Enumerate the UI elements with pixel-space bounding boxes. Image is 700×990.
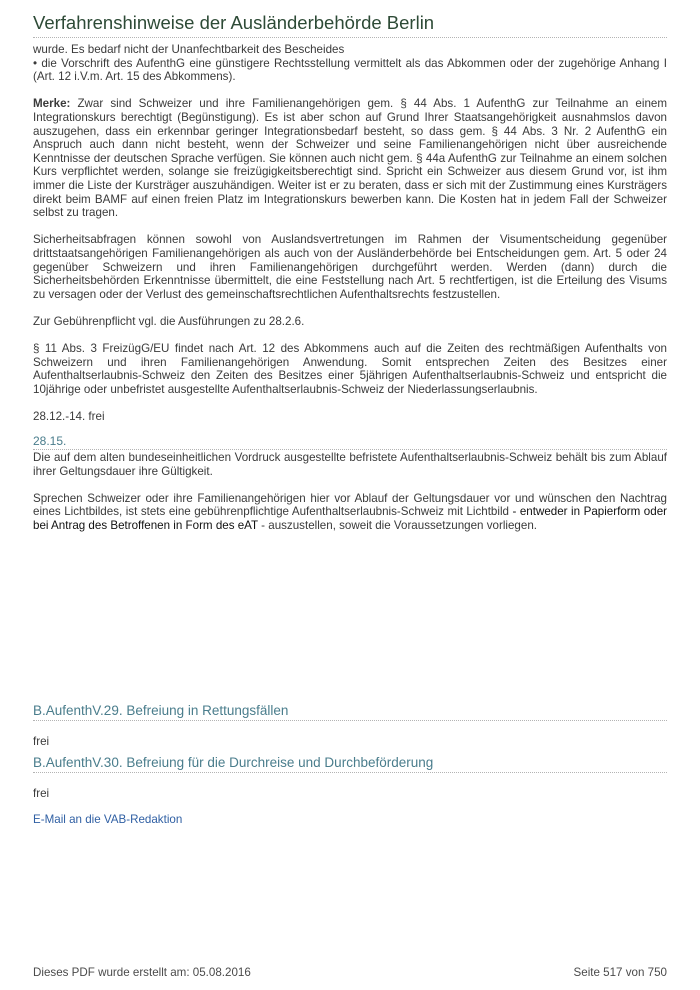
para2-text-end: - auszustellen, soweit die Voraussetzungen vorliegen. [257, 518, 537, 532]
section-divider-30 [33, 772, 667, 773]
merke-paragraph [33, 97, 667, 219]
email-link[interactable]: E-Mail an die VAB-Redaktion [33, 813, 183, 826]
para2-highlight: - entweder in Papierform oder bei Antrag des Betroffenen in Form des eAT [33, 505, 667, 532]
main-content [33, 43, 667, 424]
merke-text: Zwar sind Schweizer und ihre Familienangehörigen gem. § 44 Abs. 1 AufenthG zur Teilnahme an einem Integrationskurs berechtigt (Begünstigung). Es ist aber schon auf Grund Ihrer Staatsangehörigkeit ausnahmslos davon auszugehen, dass ein erkennbar geringer Integrationsbedarf besteht, so dass gem. § 44 Abs. 3 Nr. 2 AufenthG ein Anspruch auch dann nicht besteht, wenn der Schweizer und seine Familienangehörigen nicht über ausreichende Kenntnisse der deutschen Sprache verfügen. Sie können auch nicht gem. § 44a AufenthG zur Teilnahme an einem solchen Kurs verpflichtet werden, solange sie freizügigkeitsberechtigt sind. Spricht ein Schweizer aus diesem Grund vor, ist ihm immer die Liste der Kursträger auszuhändigen. Weiter ist er zu beraten, dass er sich mit der Zustimmung eines Kursträgers direkt beim BAMF auf einen freien Platz im Integrationskurs bewerben kann. Die Kosten hat in jedem Fall der Schweizer selbst zu tragen. [33, 97, 667, 220]
section-divider-29 [33, 720, 667, 721]
section-30-text: frei [33, 787, 50, 800]
section-28-15-content [33, 451, 667, 533]
section-number-28-15: 28.15. [33, 434, 67, 448]
footer-created: Dieses PDF wurde erstellt am: 05.08.2016 [33, 966, 251, 979]
section-28-15-para2 [33, 492, 667, 533]
section-29-text: frei [33, 735, 50, 748]
section-heading-30: B.AufenthV.30. Befreiung für die Durchreise und Durchbeförderung [33, 755, 434, 770]
gebuehr-paragraph: Zur Gebührenpflicht vgl. die Ausführungen zu 28.2.6. [33, 314, 305, 328]
page-title: Verfahrenshinweise der Ausländerbehörde Berlin [33, 12, 435, 33]
para2-text: Sprechen Schweizer oder ihre Familienangehörigen hier vor Ablauf der Geltungsdauer vor und wünschen den Nachtrag eines Lichtbildes, ist stets eine gebührenpflichtige Aufenthaltserlaubnis-Schweiz mit Lichtbild [33, 491, 667, 519]
para-11-paragraph: § 11 Abs. 3 FreizügG/EU findet nach Art. 12 des Abkommens auch auf die Zeiten des rechtmäßigen Aufenthalts von Schweizern und ihren Familienangehörigen Anwendung. Somit entsprechen Zeiten des Besitzes einer Aufenthaltserlaubnis-Schweiz den Zeiten des Besitzes einer 5jährigen Aufenthaltserlaubnis-Schweiz und entspricht die 10jährige oder unbefristet ausgestellte Aufenthaltserlaubnis-Schweiz der Niederlassungserlaubnis. [33, 342, 667, 396]
sicherheit-paragraph: Sicherheitsabfragen können sowohl von Auslandsvertretungen im Rahmen der Visumentscheidung gegenüber drittstaatsangehörigen Familienangehörigen als auch von der Ausländerbehörde bei Entscheidungen gem. Art. 5 oder 24 gegenüber Schweizern und ihren Familienangehörigen durchgeführt werden. Werden (dann) durch die Sicherheitsbehörden Erkenntnisse übermittelt, die eine Feststellung nach Art. 5 rechtfertigen, ist die Erteilung des Visums zu versagen oder der Verlust des gemeinschaftsrechtlichen Aufenthaltsrechts festzustellen. [33, 233, 667, 301]
intro-line: wurde. Es bedarf nicht der Unanfechtbarkeit des Bescheides [33, 43, 345, 56]
footer-page-number: Seite 517 von 750 [573, 966, 667, 979]
merke-label: Merke: [33, 97, 71, 111]
intro-bullet: • die Vorschrift des AufenthG eine günstigere Rechtsstellung vermittelt als das Abkommen oder der zugehörige Anhang I (Art. 12 i.V.m. Art. 15 des Abkommens). [33, 56, 667, 84]
section-heading-29: B.AufenthV.29. Befreiung in Rettungsfällen [33, 703, 289, 718]
section-28-15-para1: Die auf dem alten bundeseinheitlichen Vordruck ausgestellte befristete Aufenthaltserlaubnis-Schweiz behält bis zum Ablauf ihrer Geltungsdauer ihre Gültigkeit. [33, 451, 667, 478]
title-divider [33, 37, 667, 38]
section-divider-28-15 [33, 449, 667, 450]
date-line: 28.12.-14. frei [33, 410, 105, 424]
